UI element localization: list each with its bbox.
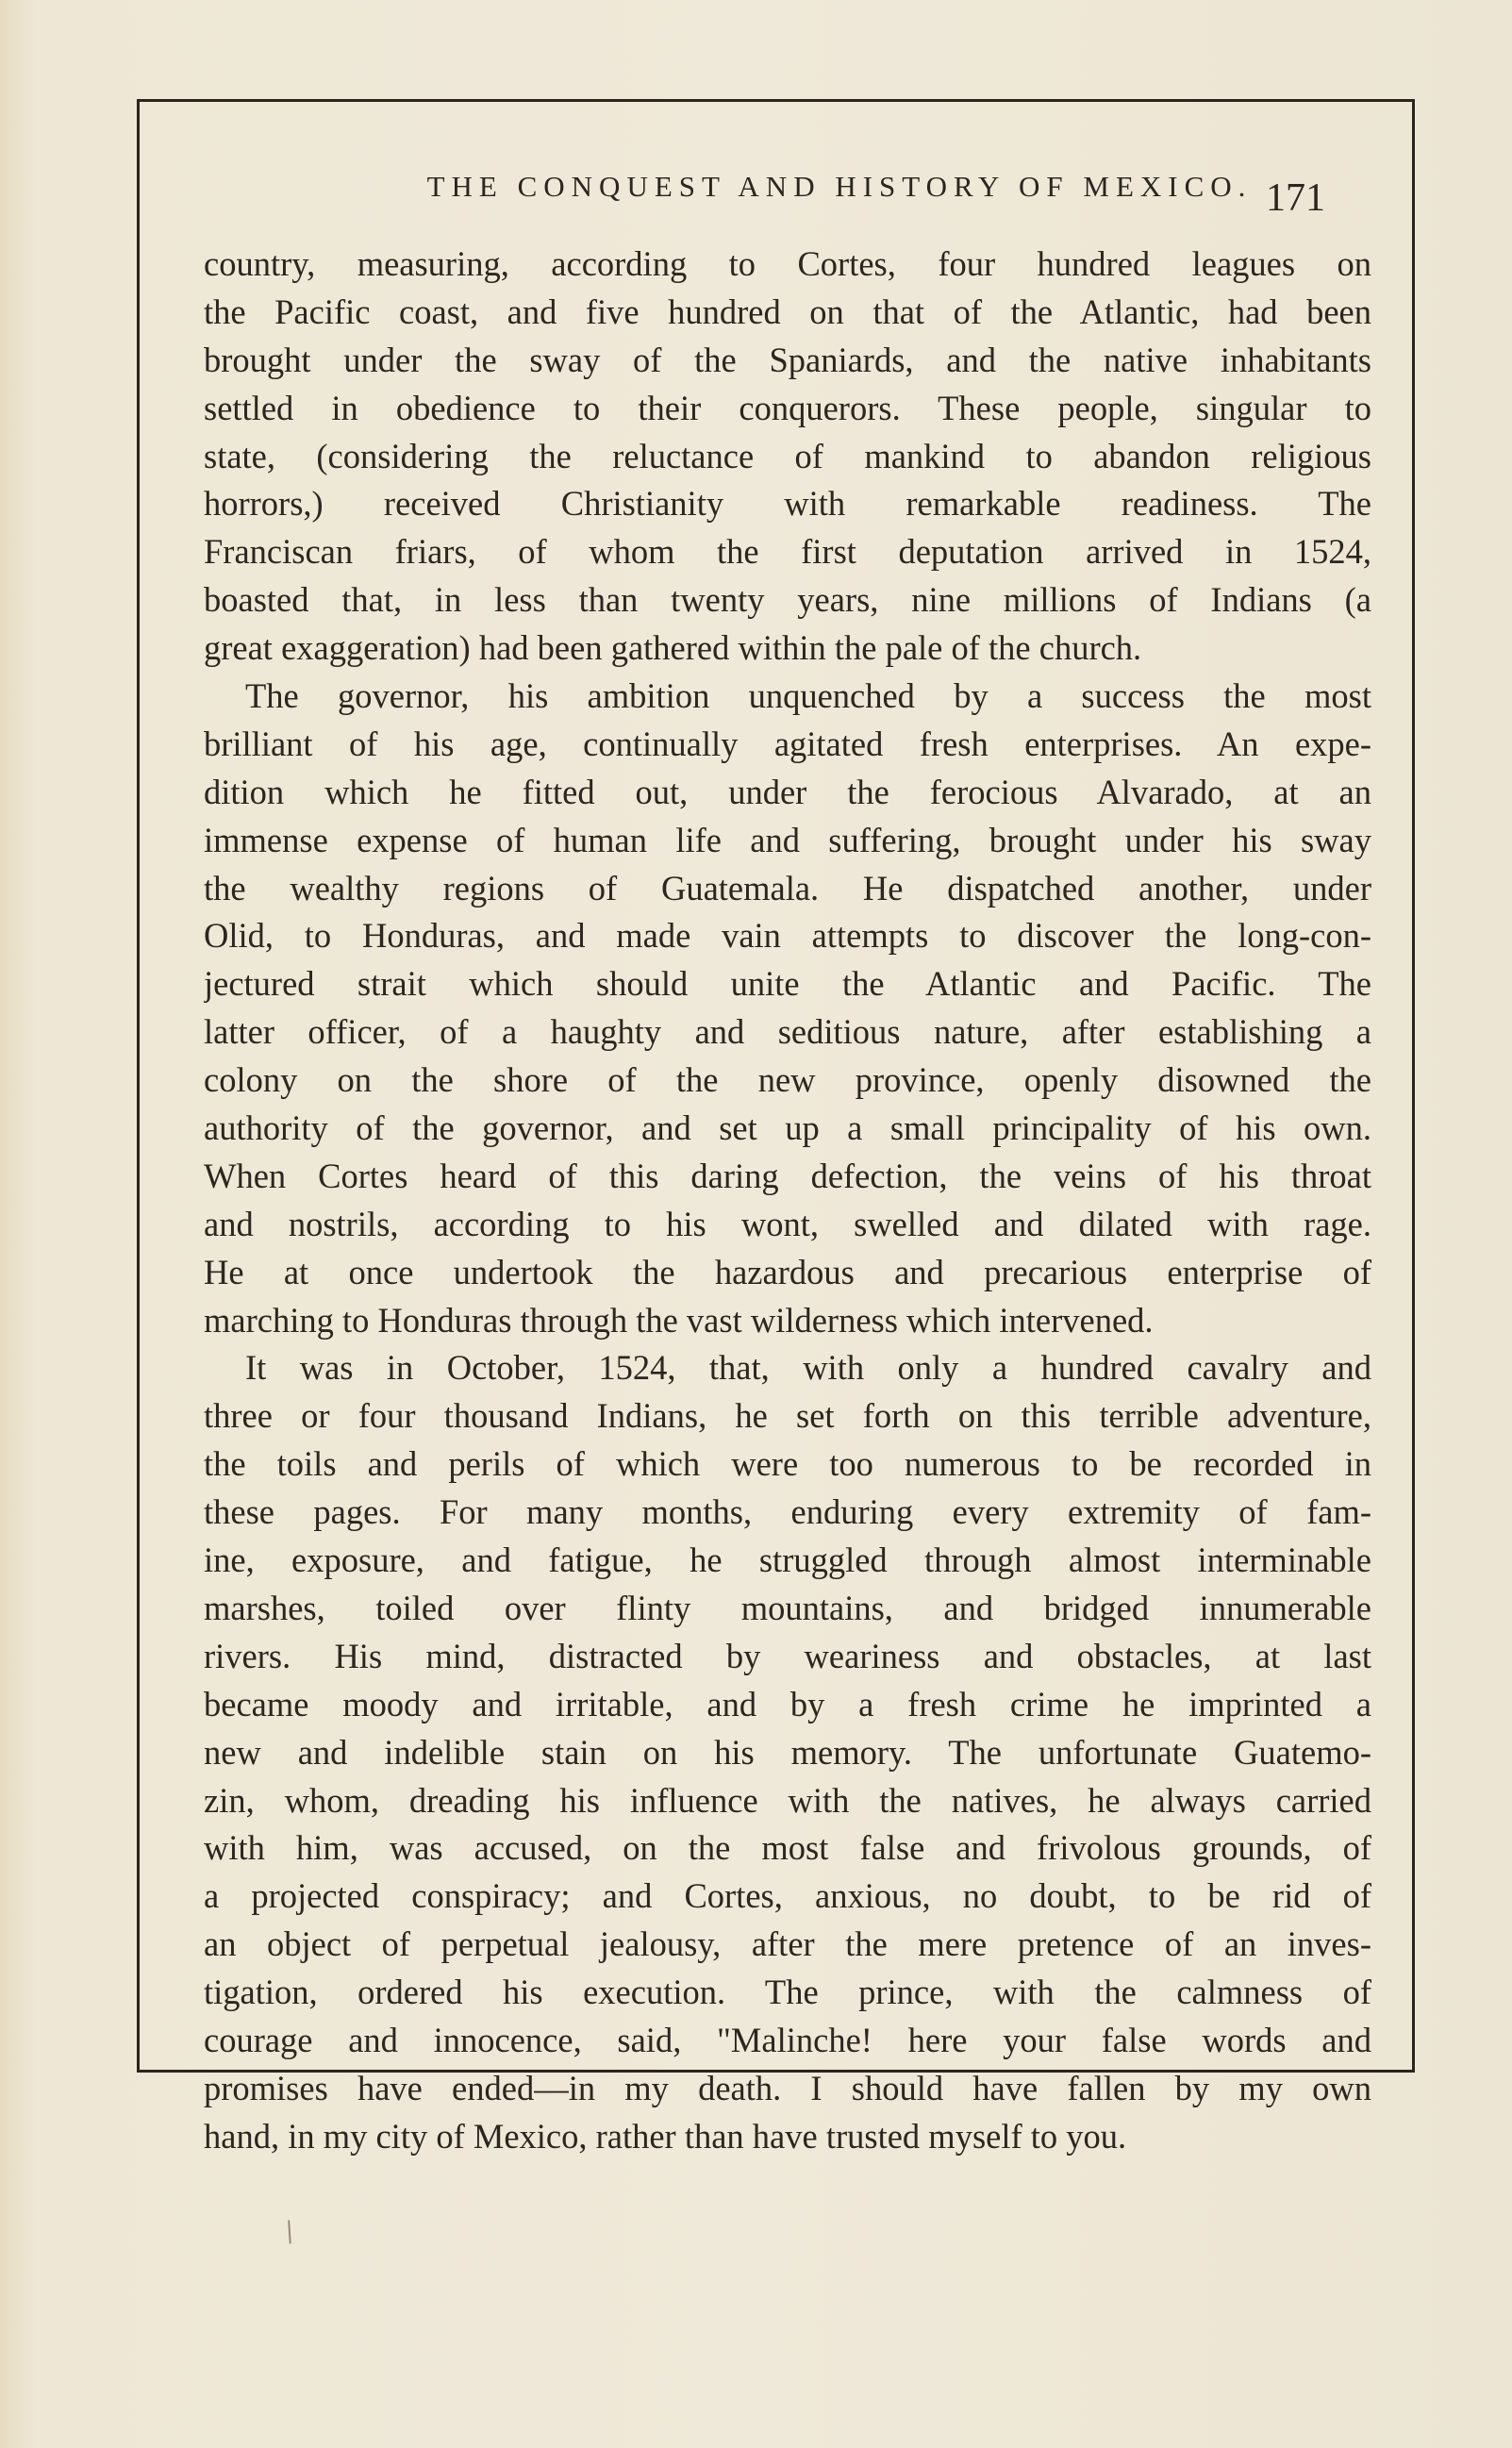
text-line: these pages. For many months, enduring every extremity of fam- (204, 1492, 1371, 1532)
text-line: marching to Honduras through the vast wilderness which intervened. (204, 1300, 1154, 1340)
text-line: He at once undertook the hazardous and precarious enterprise of (204, 1252, 1371, 1291)
text-line: an object of perpetual jealousy, after the mere pretence of an inves- (204, 1924, 1371, 1964)
text-line: zin, whom, dreading his influence with the natives, he always carried (204, 1780, 1371, 1820)
text-line: latter officer, of a haughty and seditious nature, after establishing a (204, 1012, 1371, 1052)
body-text (204, 241, 1371, 2161)
text-line: Franciscan friars, of whom the first deputation arrived in 1524, (204, 532, 1371, 572)
text-line: Olid, to Honduras, and made vain attempts to discover the long-con- (204, 916, 1371, 956)
text-line: country, measuring, according to Cortes, four hundred leagues on (204, 244, 1371, 283)
text-line: boasted that, in less than twenty years, nine millions of Indians (a (204, 580, 1371, 620)
text-line: the wealthy regions of Guatemala. He dispatched another, under (204, 868, 1371, 908)
text-line: the Pacific coast, and five hundred on that of the Atlantic, had been (204, 291, 1371, 331)
stray-pencil-mark: ⁄ (278, 2218, 301, 2247)
text-line: tigation, ordered his execution. The prince, with the calmness of (204, 1973, 1371, 2012)
text-line: ine, exposure, and fatigue, he struggled through almost interminable (204, 1540, 1371, 1580)
running-title: THE CONQUEST AND HISTORY OF MEXICO. (426, 170, 1253, 203)
text-line: settled in obedience to their conquerors. These people, singular to (204, 388, 1371, 427)
text-line: It was in October, 1524, that, with only a hundred cavalry and (245, 1348, 1371, 1388)
text-line: brought under the sway of the Spaniards, and the native inhabitants (204, 340, 1371, 379)
page-header (137, 170, 1415, 226)
text-line: the toils and perils of which were too numerous to be recorded in (204, 1444, 1371, 1484)
text-line: state, (considering the reluctance of mankind to abandon religious (204, 436, 1371, 475)
text-line: became moody and irritable, and by a fresh crime he imprinted a (204, 1684, 1371, 1724)
text-line: When Cortes heard of this daring defection, the veins of his throat (204, 1156, 1371, 1195)
text-line: hand, in my city of Mexico, rather than have trusted myself to you. (204, 2116, 1127, 2156)
text-line: three or four thousand Indians, he set forth on this terrible adventure, (204, 1396, 1371, 1436)
text-line: jectured strait which should unite the Atlantic and Pacific. The (204, 964, 1371, 1004)
text-line: The governor, his ambition unquenched by a success the most (245, 676, 1371, 716)
text-line: with him, was accused, on the most false and frivolous grounds, of (204, 1828, 1371, 1868)
text-line: colony on the shore of the new province, openly disowned the (204, 1060, 1371, 1100)
text-line: authority of the governor, and set up a small principality of his own. (204, 1108, 1371, 1148)
text-line: promises have ended—in my death. I should have fallen by my own (204, 2068, 1371, 2107)
text-line: marshes, toiled over flinty mountains, and bridged innumerable (204, 1588, 1371, 1627)
text-line: horrors,) received Christianity with remarkable readiness. The (204, 484, 1371, 524)
text-line: courage and innocence, said, "Malinche! here your false words and (204, 2020, 1371, 2059)
text-line: new and indelible stain on his memory. The unfortunate Guatemo- (204, 1732, 1371, 1772)
text-line: a projected conspiracy; and Cortes, anxious, no doubt, to be rid of (204, 1876, 1371, 1916)
text-line: rivers. His mind, distracted by weariness and obstacles, at last (204, 1636, 1371, 1675)
page-number: 171 (1266, 176, 1325, 220)
text-line: and nostrils, according to his wont, swelled and dilated with rage. (204, 1204, 1371, 1243)
text-line: great exaggeration) had been gathered within the pale of the church. (204, 628, 1142, 668)
text-line: immense expense of human life and suffering, brought under his sway (204, 820, 1371, 859)
text-line: dition which he fitted out, under the ferocious Alvarado, at an (204, 772, 1371, 811)
text-line: brilliant of his age, continually agitated fresh enterprises. An expe- (204, 724, 1371, 763)
